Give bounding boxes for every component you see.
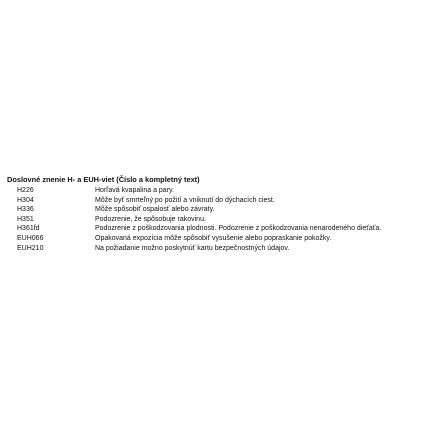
document-section xyxy=(7,175,441,253)
statement-row-euh066 xyxy=(7,234,441,244)
statement-text: Na požiadanie možno poskytnúť kartu bezpečnostných údajov. xyxy=(95,244,290,252)
statement-code: EUH210 xyxy=(17,244,44,252)
statement-text: Podozrenie, že spôsobuje rakovinu. xyxy=(95,215,206,223)
statement-text: Podozrenie z poškodzovania plodnosti. Podozrenie z poškodzovania nenarodeného dieťaťa. xyxy=(95,225,382,233)
statement-text: Opakovaná expozícia môže spôsobiť vysušenie alebo popraskanie pokožky. xyxy=(95,234,332,242)
statement-row-euh210 xyxy=(7,244,441,254)
statement-code: H304 xyxy=(17,196,34,204)
statement-row-h351 xyxy=(7,215,441,225)
statement-text: Horľavá kvapalina a pary. xyxy=(95,187,174,194)
statement-code: H226 xyxy=(17,187,34,194)
statement-row-h361fd xyxy=(7,224,441,234)
section-title: Doslovné znenie H- a EUH-viet (Číslo a kompletný text) xyxy=(7,175,200,184)
statement-row-h304 xyxy=(7,196,441,206)
statement-text: Môže byť smrteľný po požití a vniknutí do dýchacích ciest. xyxy=(95,196,275,204)
statement-row-h336 xyxy=(7,205,441,215)
statement-code: H351 xyxy=(17,215,34,223)
statement-text: Môže spôsobiť ospalosť alebo závraty. xyxy=(95,206,215,214)
statement-code: H361fd xyxy=(17,225,40,233)
statement-code: EUH066 xyxy=(17,234,44,242)
statement-row-h226 xyxy=(7,186,441,196)
statement-code: H336 xyxy=(17,206,34,214)
